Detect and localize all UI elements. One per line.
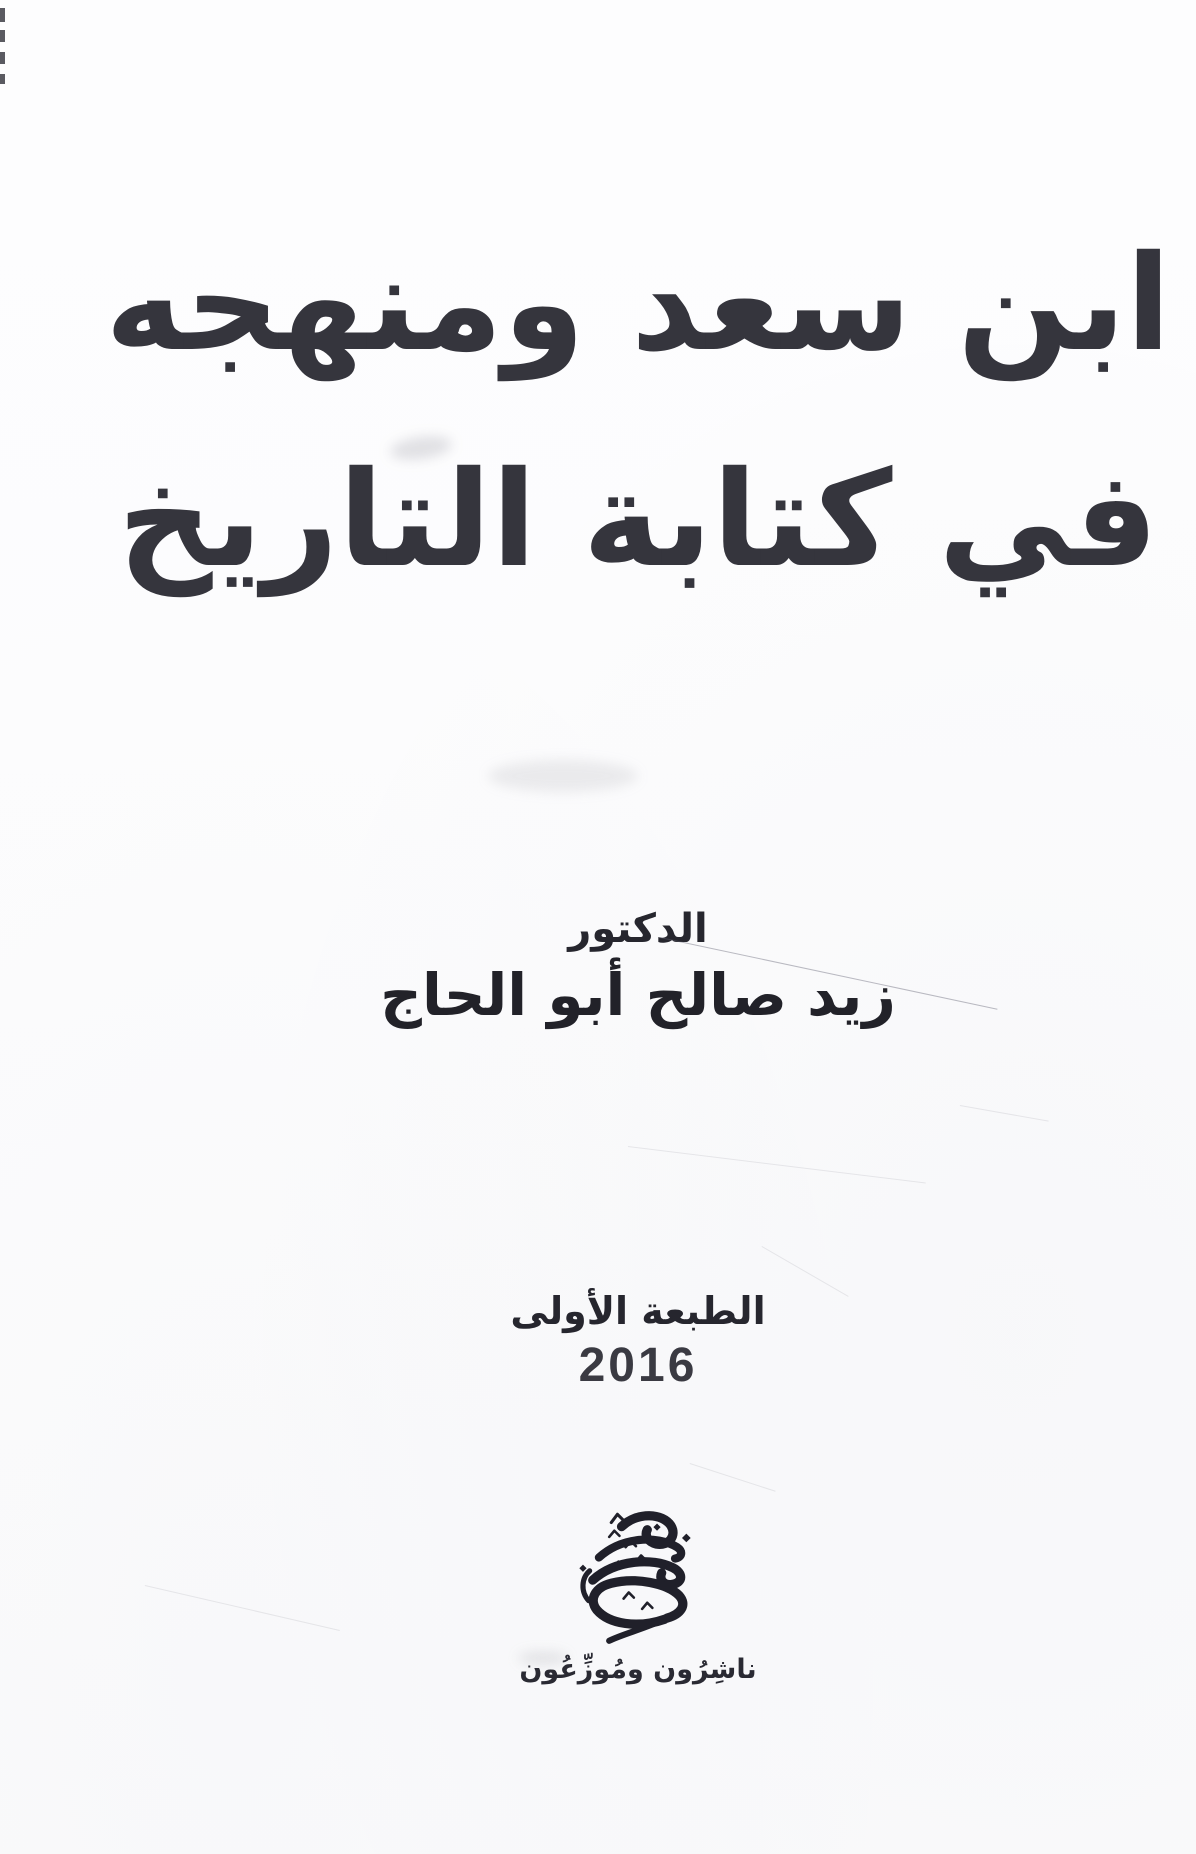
edition-label: الطبعة الأولى: [510, 1289, 766, 1333]
scan-crease: [690, 1463, 776, 1492]
scan-edge-mark: [0, 74, 5, 84]
publisher-tagline: ناشِرُون ومُوزِّعُون: [519, 1654, 757, 1685]
book-title-line1: ابن سعد ومنهجه: [104, 227, 1172, 381]
book-title-line2: في كتابة التاريخ: [117, 443, 1159, 597]
author-prefix: الدكتور: [568, 906, 708, 952]
scan-crease: [628, 1146, 926, 1184]
edition-year: 2016: [578, 1339, 698, 1392]
scan-edge-mark: [0, 52, 5, 64]
author-name: زيد صالح أبو الحاج: [380, 961, 896, 1029]
scan-edge-mark: [0, 30, 5, 42]
scan-edge-mark: [0, 8, 5, 22]
scan-smudge: [518, 1652, 568, 1664]
zamzam-calligraphy-icon: [563, 1504, 713, 1648]
publisher-logo: [40, 1504, 1196, 1648]
scan-smudge: [488, 760, 638, 792]
book-title: [40, 225, 1196, 599]
scan-crease: [960, 1105, 1049, 1122]
